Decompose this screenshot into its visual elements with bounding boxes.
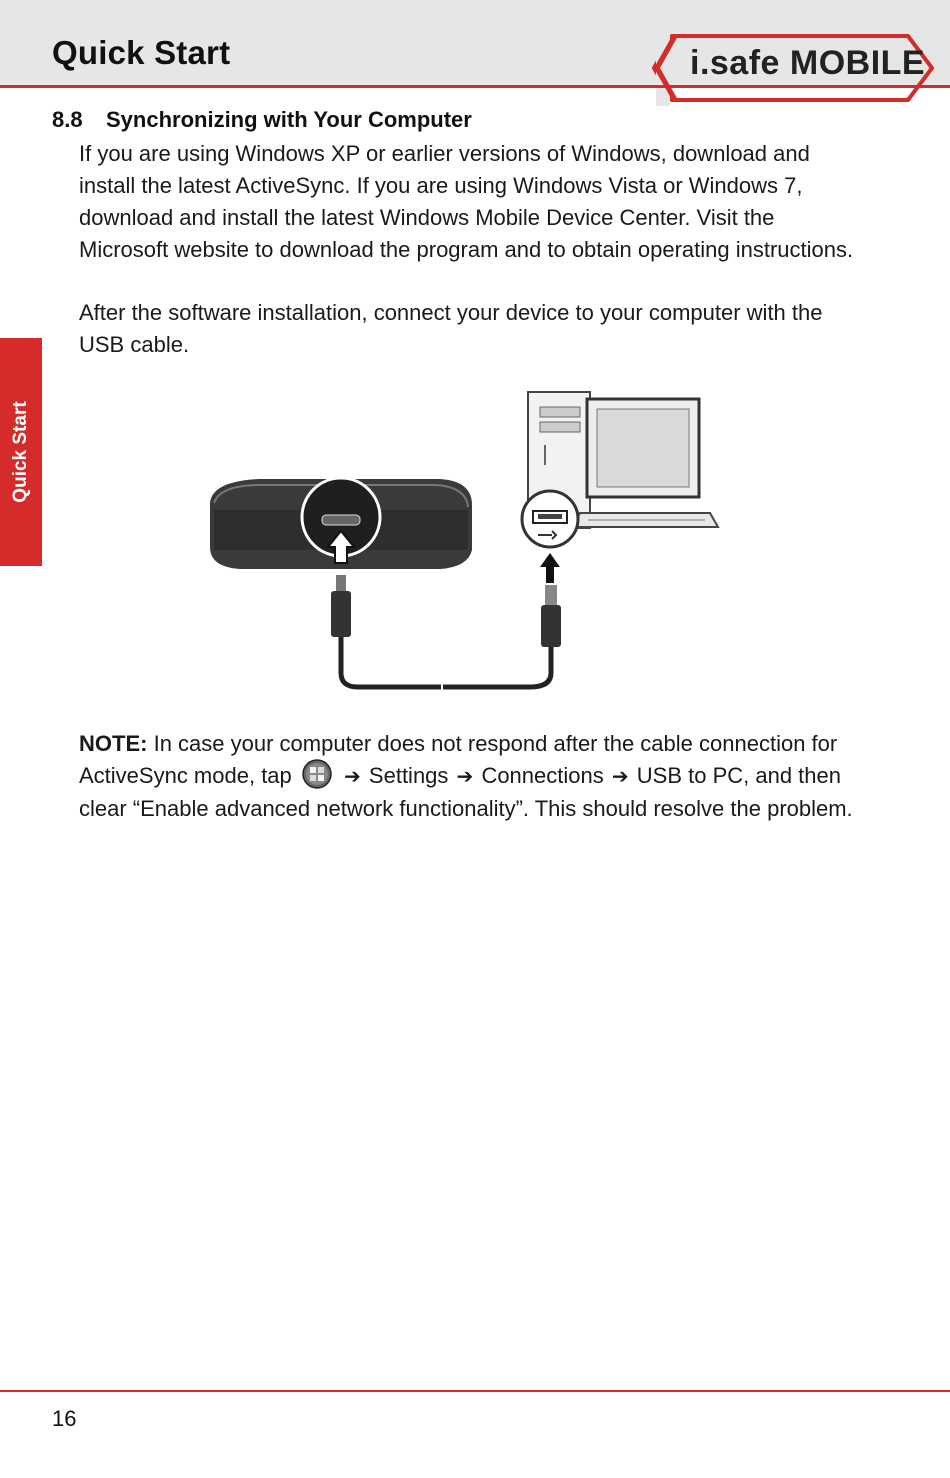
section-title: Synchronizing with Your Computer bbox=[106, 107, 472, 132]
header-divider bbox=[0, 85, 950, 88]
arrow-right-icon: ➔ bbox=[611, 766, 629, 788]
arrow-right-icon: ➔ bbox=[456, 766, 474, 788]
section-number: 8.8 bbox=[52, 107, 83, 132]
side-tab-label: Quick Start bbox=[10, 401, 31, 503]
note-paragraph bbox=[79, 728, 859, 825]
usb-connection-illustration bbox=[200, 385, 720, 700]
menu-path-item: Settings bbox=[368, 763, 449, 788]
section-heading bbox=[52, 107, 472, 133]
note-text: In case your computer does not respond after the cable connection for ActiveSync mode, tap bbox=[79, 731, 838, 788]
paragraph-install: If you are using Windows XP or earlier versions of Windows, download and install the latest ActiveSync. If you are using Windows Vista or Windows 7, download and install the latest Windows Mobile Device Center. Visit the Microsoft website to download the program and to obtain operating instructions. bbox=[79, 141, 854, 262]
arrow-right-icon: ➔ bbox=[344, 766, 361, 788]
logo-text: i.safe MOBILE bbox=[690, 44, 926, 82]
pc-usb-port-callout bbox=[522, 491, 578, 547]
paragraph-connect: After the software installation, connect your device to your computer with the USB cable. bbox=[79, 300, 823, 357]
menu-path-item: Connections bbox=[481, 763, 604, 788]
arrow-into-pc bbox=[540, 553, 560, 583]
menu-path-item: USB to PC bbox=[636, 763, 744, 788]
note-text-end: , and then clear “Enable advanced network functionality”. This should resolve the problem. bbox=[79, 763, 853, 821]
footer-divider bbox=[0, 1390, 950, 1392]
page-number: 16 bbox=[52, 1406, 77, 1431]
note-label: NOTE: bbox=[79, 731, 148, 756]
windows-start-icon bbox=[302, 759, 332, 789]
page-title: Quick Start bbox=[52, 34, 231, 71]
usb-cable bbox=[331, 575, 561, 693]
